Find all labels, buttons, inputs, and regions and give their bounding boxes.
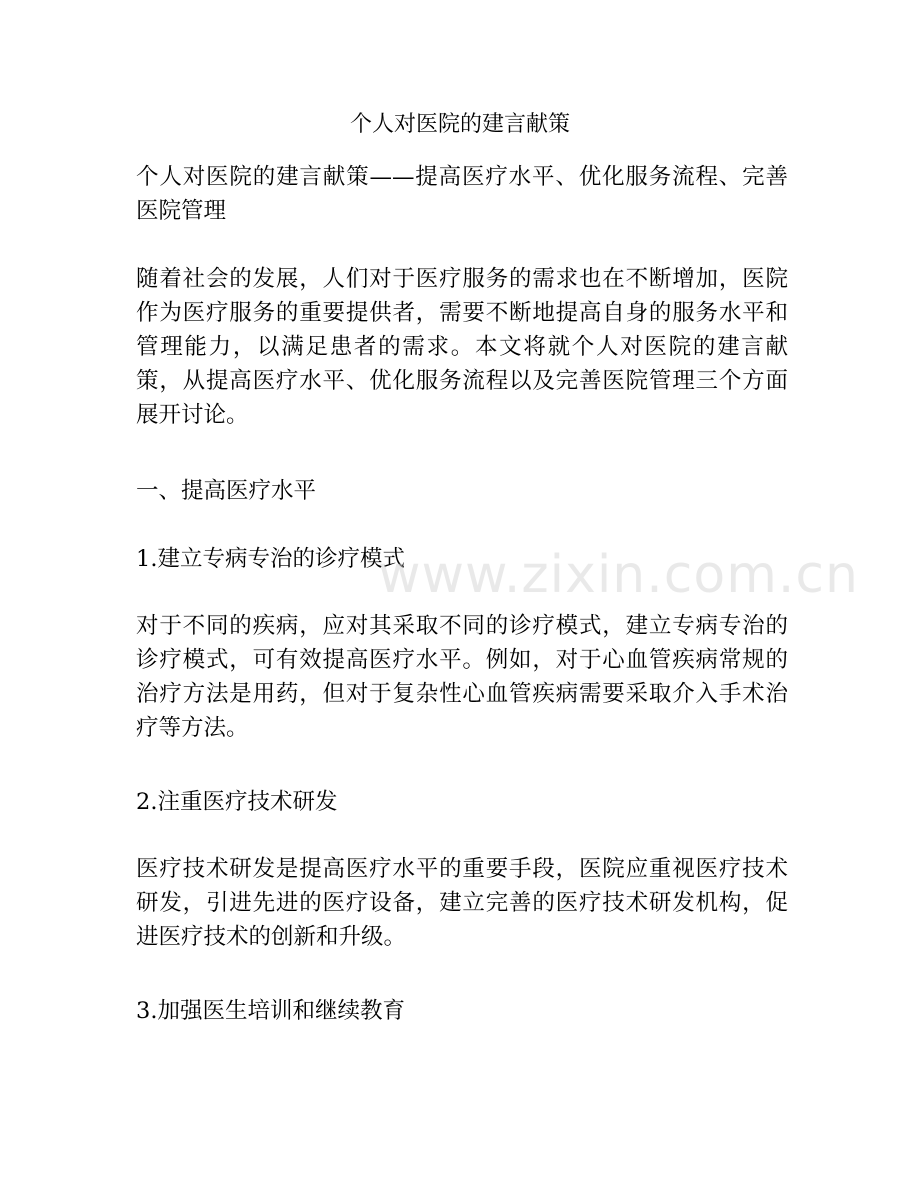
item-heading-3: 3.加强医生培训和继续教育 [136,998,405,1024]
item-heading-1: 1.建立专病专治的诊疗模式 [136,546,405,572]
intro-paragraph: 随着社会的发展，人们对于医疗服务的需求也在不断增加，医院作为医疗服务的重要提供者，需要不断地提高自身的服务水平和管理能力，以满足患者的需求。本文将就个人对医院的建言献策，从提高医疗水平、优化服务流程以及完善医院管理三个方面展开讨论。 [136,266,788,428]
section-heading: 一、提高医疗水平 [136,478,317,504]
item-heading-2: 2.注重医疗技术研发 [136,789,338,815]
document-title: 个人对医院的建言献策 [349,112,570,137]
watermark: www.zixin.com.cn [378,545,859,605]
item-body-2: 医疗技术研发是提高医疗水平的重要手段，医院应重视医疗技术研发，引进先进的医疗设备，建立完善的医疗技术研发机构，促进医疗技术的创新和升级。 [136,856,788,950]
document-subtitle: 个人对医院的建言献策——提高医疗水平、优化服务流程、完善医院管理 [136,164,788,224]
item-body-1: 对于不同的疾病，应对其采取不同的诊疗模式，建立专病专治的诊疗模式，可有效提高医疗水平。例如，对于心血管疾病常规的治疗方法是用药，但对于复杂性心血管疾病需要采取介入手术治疗等方法。 [136,613,788,741]
